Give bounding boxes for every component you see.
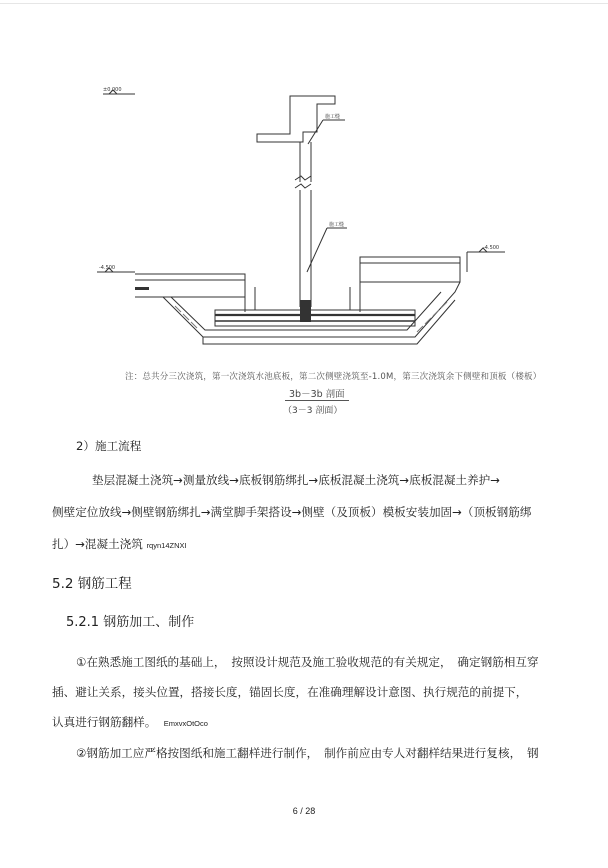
- paragraph-text: 认真进行钢筋翻样。: [52, 715, 157, 729]
- level-text-left: -4.500: [99, 265, 116, 271]
- page-top-border: [0, 3, 608, 4]
- paragraph-line: [52, 715, 208, 731]
- section-label-text: 3b－3b 剖面: [285, 389, 349, 401]
- paragraph-line: ①在熟悉施工图纸的基础上， 按照设计规范及施工验收规范的有关规定， 确定钢筋相互穿: [76, 655, 539, 669]
- break-mark-upper: [295, 176, 311, 180]
- leader-lower: [307, 228, 327, 272]
- paragraph-line: 插、避让关系，接头位置，搭接长度，锚固长度，在准确理解设计意图、执行规范的前提下，: [52, 685, 528, 699]
- bottom-slab: [215, 310, 415, 326]
- ground-strip: [135, 287, 149, 290]
- page-number: 6 / 28: [292, 806, 316, 816]
- break-mark-lower: [295, 184, 311, 188]
- inline-code: EmxvxOtOco: [163, 719, 208, 728]
- joint-label-upper: 施工缝: [325, 114, 341, 120]
- section2-heading: 2）施工流程: [76, 439, 142, 453]
- middle-wall: [300, 190, 311, 307]
- figure-note: 注：总共分三次浇筑，第一次浇筑水池底板，第二次侧壁浇筑至-1.0M，第三次浇筑余下侧壁和顶板（楼板）: [125, 372, 542, 382]
- right-top-slab: [360, 257, 460, 282]
- paragraph-line: 垫层混凝土浇筑→测量放线→底板钢筋绑扎→底板混凝土浇筑→底板混凝土养护→: [92, 473, 500, 487]
- section-heading-5-2-1: 5.2.1 钢筋加工、制作: [66, 615, 195, 630]
- paragraph-line: 侧壁定位放线→侧壁钢筋绑扎→满堂脚手架搭设→侧壁（及顶板）模板安装加固→（顶板钢筋绑: [52, 505, 532, 519]
- left-top-slab: [135, 274, 245, 297]
- inline-code: rqyn14ZNXI: [146, 541, 187, 550]
- joint-label-lower: 施工缝: [329, 222, 345, 228]
- section-sublabel: （3－3 剖面）: [283, 406, 343, 416]
- paragraph-line: [52, 537, 187, 553]
- wall-base: [300, 300, 311, 322]
- level-text-right: -4.500: [483, 245, 500, 251]
- section-label: [285, 386, 349, 400]
- paragraph-line: ②钢筋加工应严格按图纸和施工翻样进行制作， 制作前应由专人对翻样结果进行复核， 钢: [76, 746, 539, 760]
- section-heading-5-2: 5.2 钢筋工程: [52, 576, 132, 592]
- paragraph-text: 扎）→混凝土浇筑: [52, 537, 143, 551]
- pit-inner: [155, 292, 441, 330]
- upper-slab: [257, 96, 335, 142]
- level-text-top: ±0.000: [103, 87, 122, 93]
